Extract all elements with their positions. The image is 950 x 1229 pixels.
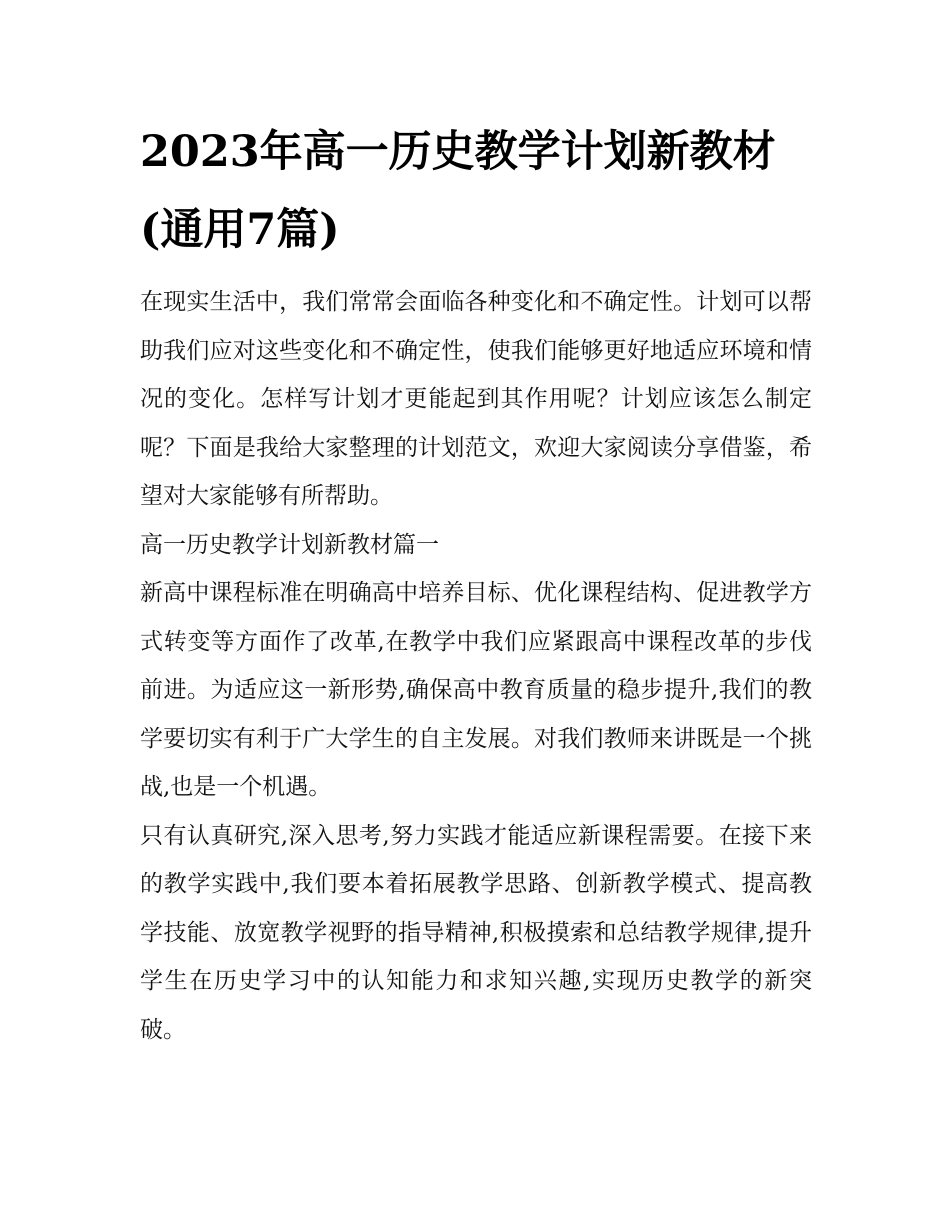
body-paragraph-1: 新高中课程标准在明确高中培养目标、优化课程结构、促进教学方式转变等方面作了改革,在教学中我们应紧跟高中课程改革的步伐前进。为适应这一新形势,确保高中教育质量的稳步提升,我们的教学要切实有利于广大学生的自主发展。对我们教师来讲既是一个挑战,也是一个机遇。 xyxy=(140,580,812,800)
intro-paragraph: 在现实生活中，我们常常会面临各种变化和不确定性。计划可以帮助我们应对这些变化和不确定性，使我们能够更好地适应环境和情况的变化。怎样写计划才更能起到其作用呢？计划应该怎么制定呢？下面是我给大家整理的计划范文，欢迎大家阅读分享借鉴，希望对大家能够有所帮助。 xyxy=(140,289,812,509)
section-heading: 高一历史教学计划新教材篇一 xyxy=(140,531,439,558)
document-title: 2023年高一历史教学计划新教材(通用7篇) xyxy=(140,127,776,255)
body-paragraph-2: 只有认真研究,深入思考,努力实践才能适应新课程需要。在接下来的教学实践中,我们要本着拓展教学思路、创新教学模式、提高教学技能、放宽教学视野的指导精神,积极摸索和总结教学规律,提升学生在历史学习中的认知能力和求知兴趣,实现历史教学的新突破。 xyxy=(140,822,812,1043)
document-body xyxy=(140,278,812,1054)
